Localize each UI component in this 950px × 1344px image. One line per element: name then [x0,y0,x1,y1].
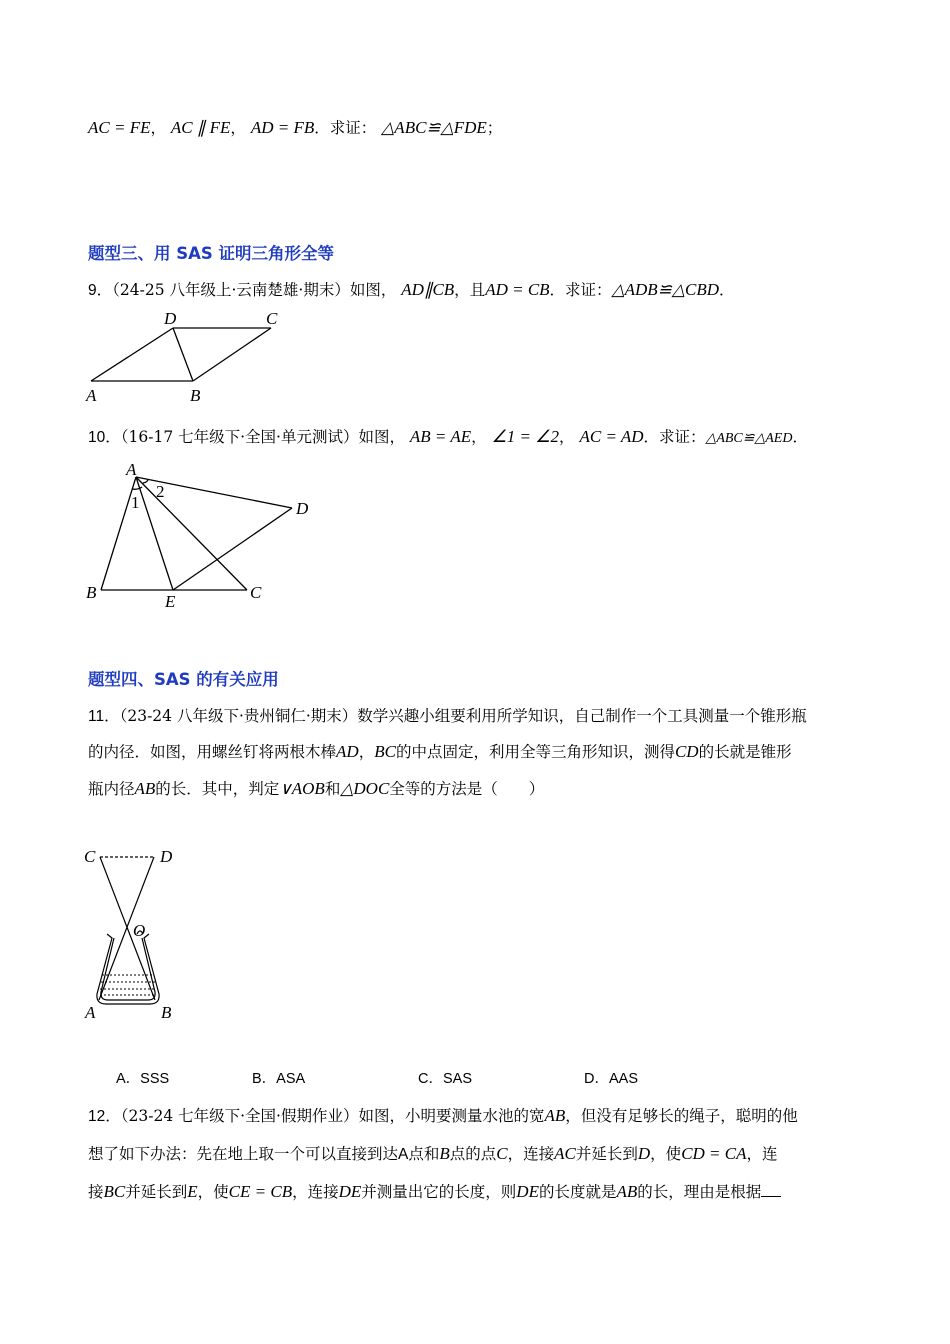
q11-figure [80,842,200,1027]
vertex-label: C [266,309,278,328]
question-12-line-2: 想了如下办法：先在地上取一个可以直接到达A点和B点的点C，连接AC并延长到D，使CD = CA，连 [88,1144,778,1163]
question-number: 10． [88,429,121,446]
point-label: D [160,847,173,866]
question-number: 11． [88,708,120,725]
angle-label: 2 [156,482,165,501]
vertex-label: C [250,583,262,602]
option-a[interactable]: A．SSS [116,1071,170,1087]
option-b[interactable]: B．ASA [252,1071,306,1087]
q9-figure [80,306,320,406]
point-label: C [84,847,96,866]
angle-label: 1 [131,493,140,512]
point-label: O [133,921,146,940]
option-d[interactable]: D．AAS [584,1071,638,1087]
vertex-label: B [86,583,97,602]
math-expr: △ABC≌△FDE [381,118,487,137]
vertex-label: E [165,592,176,611]
question-11-line-2: 的内径．如图，用螺丝钉将两根木棒AD，BC的中点固定，利用全等三角形知识，测得CD的长就是锥形 [88,742,792,761]
option-c[interactable]: C．SAS [418,1071,472,1087]
vertex-label: D [164,309,177,328]
q10-figure [80,455,330,615]
math-expr: AD = FB [250,118,315,137]
vertex-label: A [126,460,137,479]
question-12-line-3: 接BC并延长到E，使CE = CB，连接DE并测量出它的长度，则DE的长度就是AB的长，理由是根据 [88,1180,781,1202]
vertex-label: B [190,386,201,405]
section-heading: 题型三、用 SAS 证明三角形全等 [88,244,335,263]
vertex-label: D [296,499,309,518]
answer-blank[interactable] [761,1182,781,1197]
question-12-line-1: 12．（23-24 七年级下·全国·假期作业）如图，小明要测量水池的宽AB，但没有足够长的绳子，聪明的他 [88,1106,798,1125]
vertex-label: A [86,386,97,405]
math-expr: AC ∥ FE [170,118,231,137]
question-11-line-3: 瓶内径AB的长．其中，判定∨AOB和△DOC全等的方法是（ ） [88,779,545,798]
question-9: 9．（24-25 八年级上·云南楚雄·期末）如图， AD∥CB，且AD = CB．求证：△ADB≌△CBD． [88,280,735,299]
given-conditions-line: AC = FE， AC ∥ FE， AD = FB．求证： △ABC≌△FDE； [88,118,503,137]
question-11-line-1: 11．（23-24 八年级下·贵州铜仁·期末）数学兴趣小组要利用所学知识，自己制作一个工具测量一个锥形瓶 [88,707,807,725]
point-label: B [161,1003,172,1022]
question-10: 10．（16-17 七年级下·全国·单元测试）如图， AB = AE， ∠1 = ∠2， AC = AD．求证：△ABC≌△AED． [88,427,808,446]
math-expr: AC = FE [88,118,151,137]
point-label: A [85,1003,96,1022]
section-heading: 题型四、SAS 的有关应用 [88,670,279,689]
question-number: 12． [88,1108,121,1125]
question-number: 9． [88,282,113,299]
